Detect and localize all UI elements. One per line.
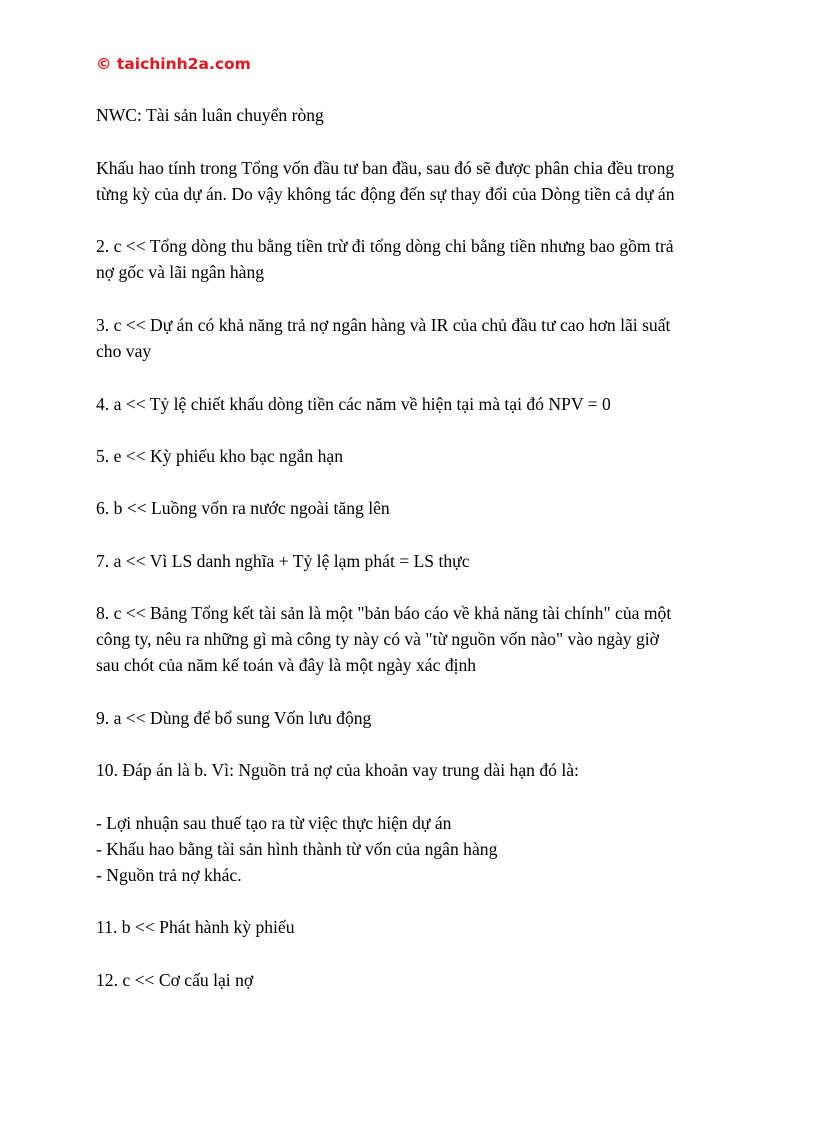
- text-line: 2. c << Tổng dòng thu bằng tiền trừ đi tổng dòng chi bằng tiền nhưng bao gồm trả: [96, 236, 674, 256]
- text-line: 8. c << Bảng Tổng kết tài sản là một "bản báo cáo về khả năng tài chính" của một: [96, 603, 672, 623]
- text-line: Khấu hao tính trong Tổng vốn đầu tư ban đầu, sau đó sẽ được phân chia đều trong: [96, 158, 675, 178]
- text-line: cho vay: [96, 341, 152, 361]
- text-line: - Nguồn trả nợ khác.: [96, 865, 242, 885]
- text-line: sau chót của năm kế toán và đây là một ngày xác định: [96, 655, 477, 675]
- text-line: 4. a << Tỷ lệ chiết khấu dòng tiền các năm về hiện tại mà tại đó NPV = 0: [96, 394, 611, 414]
- text-line: 6. b << Luồng vốn ra nước ngoài tăng lên: [96, 498, 390, 518]
- watermark: © taichinh2a.com: [96, 55, 251, 73]
- text-line: 10. Đáp án là b. Vì: Nguồn trả nợ của khoản vay trung dài hạn đó là:: [96, 760, 579, 780]
- text-line: 7. a << Vì LS danh nghĩa + Tỷ lệ lạm phát = LS thực: [96, 551, 470, 571]
- text-line: 3. c << Dự án có khả năng trả nợ ngân hàng và IR của chủ đầu tư cao hơn lãi suất: [96, 315, 671, 335]
- text-line: nợ gốc và lãi ngân hàng: [96, 262, 265, 282]
- text-line: 5. e << Kỳ phiếu kho bạc ngắn hạn: [96, 446, 344, 466]
- text-line: 12. c << Cơ cấu lại nợ: [96, 970, 254, 990]
- text-line: 11. b << Phát hành kỳ phiếu: [96, 917, 295, 937]
- text-line: từng kỳ của dự án. Do vậy không tác động đến sự thay đổi của Dòng tiền cả dự án: [96, 184, 675, 204]
- text-line: - Khấu hao bằng tài sản hình thành từ vốn của ngân hàng: [96, 839, 498, 859]
- text-line: công ty, nêu ra những gì mà công ty này có và "từ nguồn vốn nào" vào ngày giờ: [96, 629, 659, 649]
- text-line: 9. a << Dùng để bổ sung Vốn lưu động: [96, 708, 372, 728]
- text-line: NWC: Tài sản luân chuyển ròng: [96, 105, 324, 125]
- text-line: - Lợi nhuận sau thuế tạo ra từ việc thực hiện dự án: [96, 813, 452, 833]
